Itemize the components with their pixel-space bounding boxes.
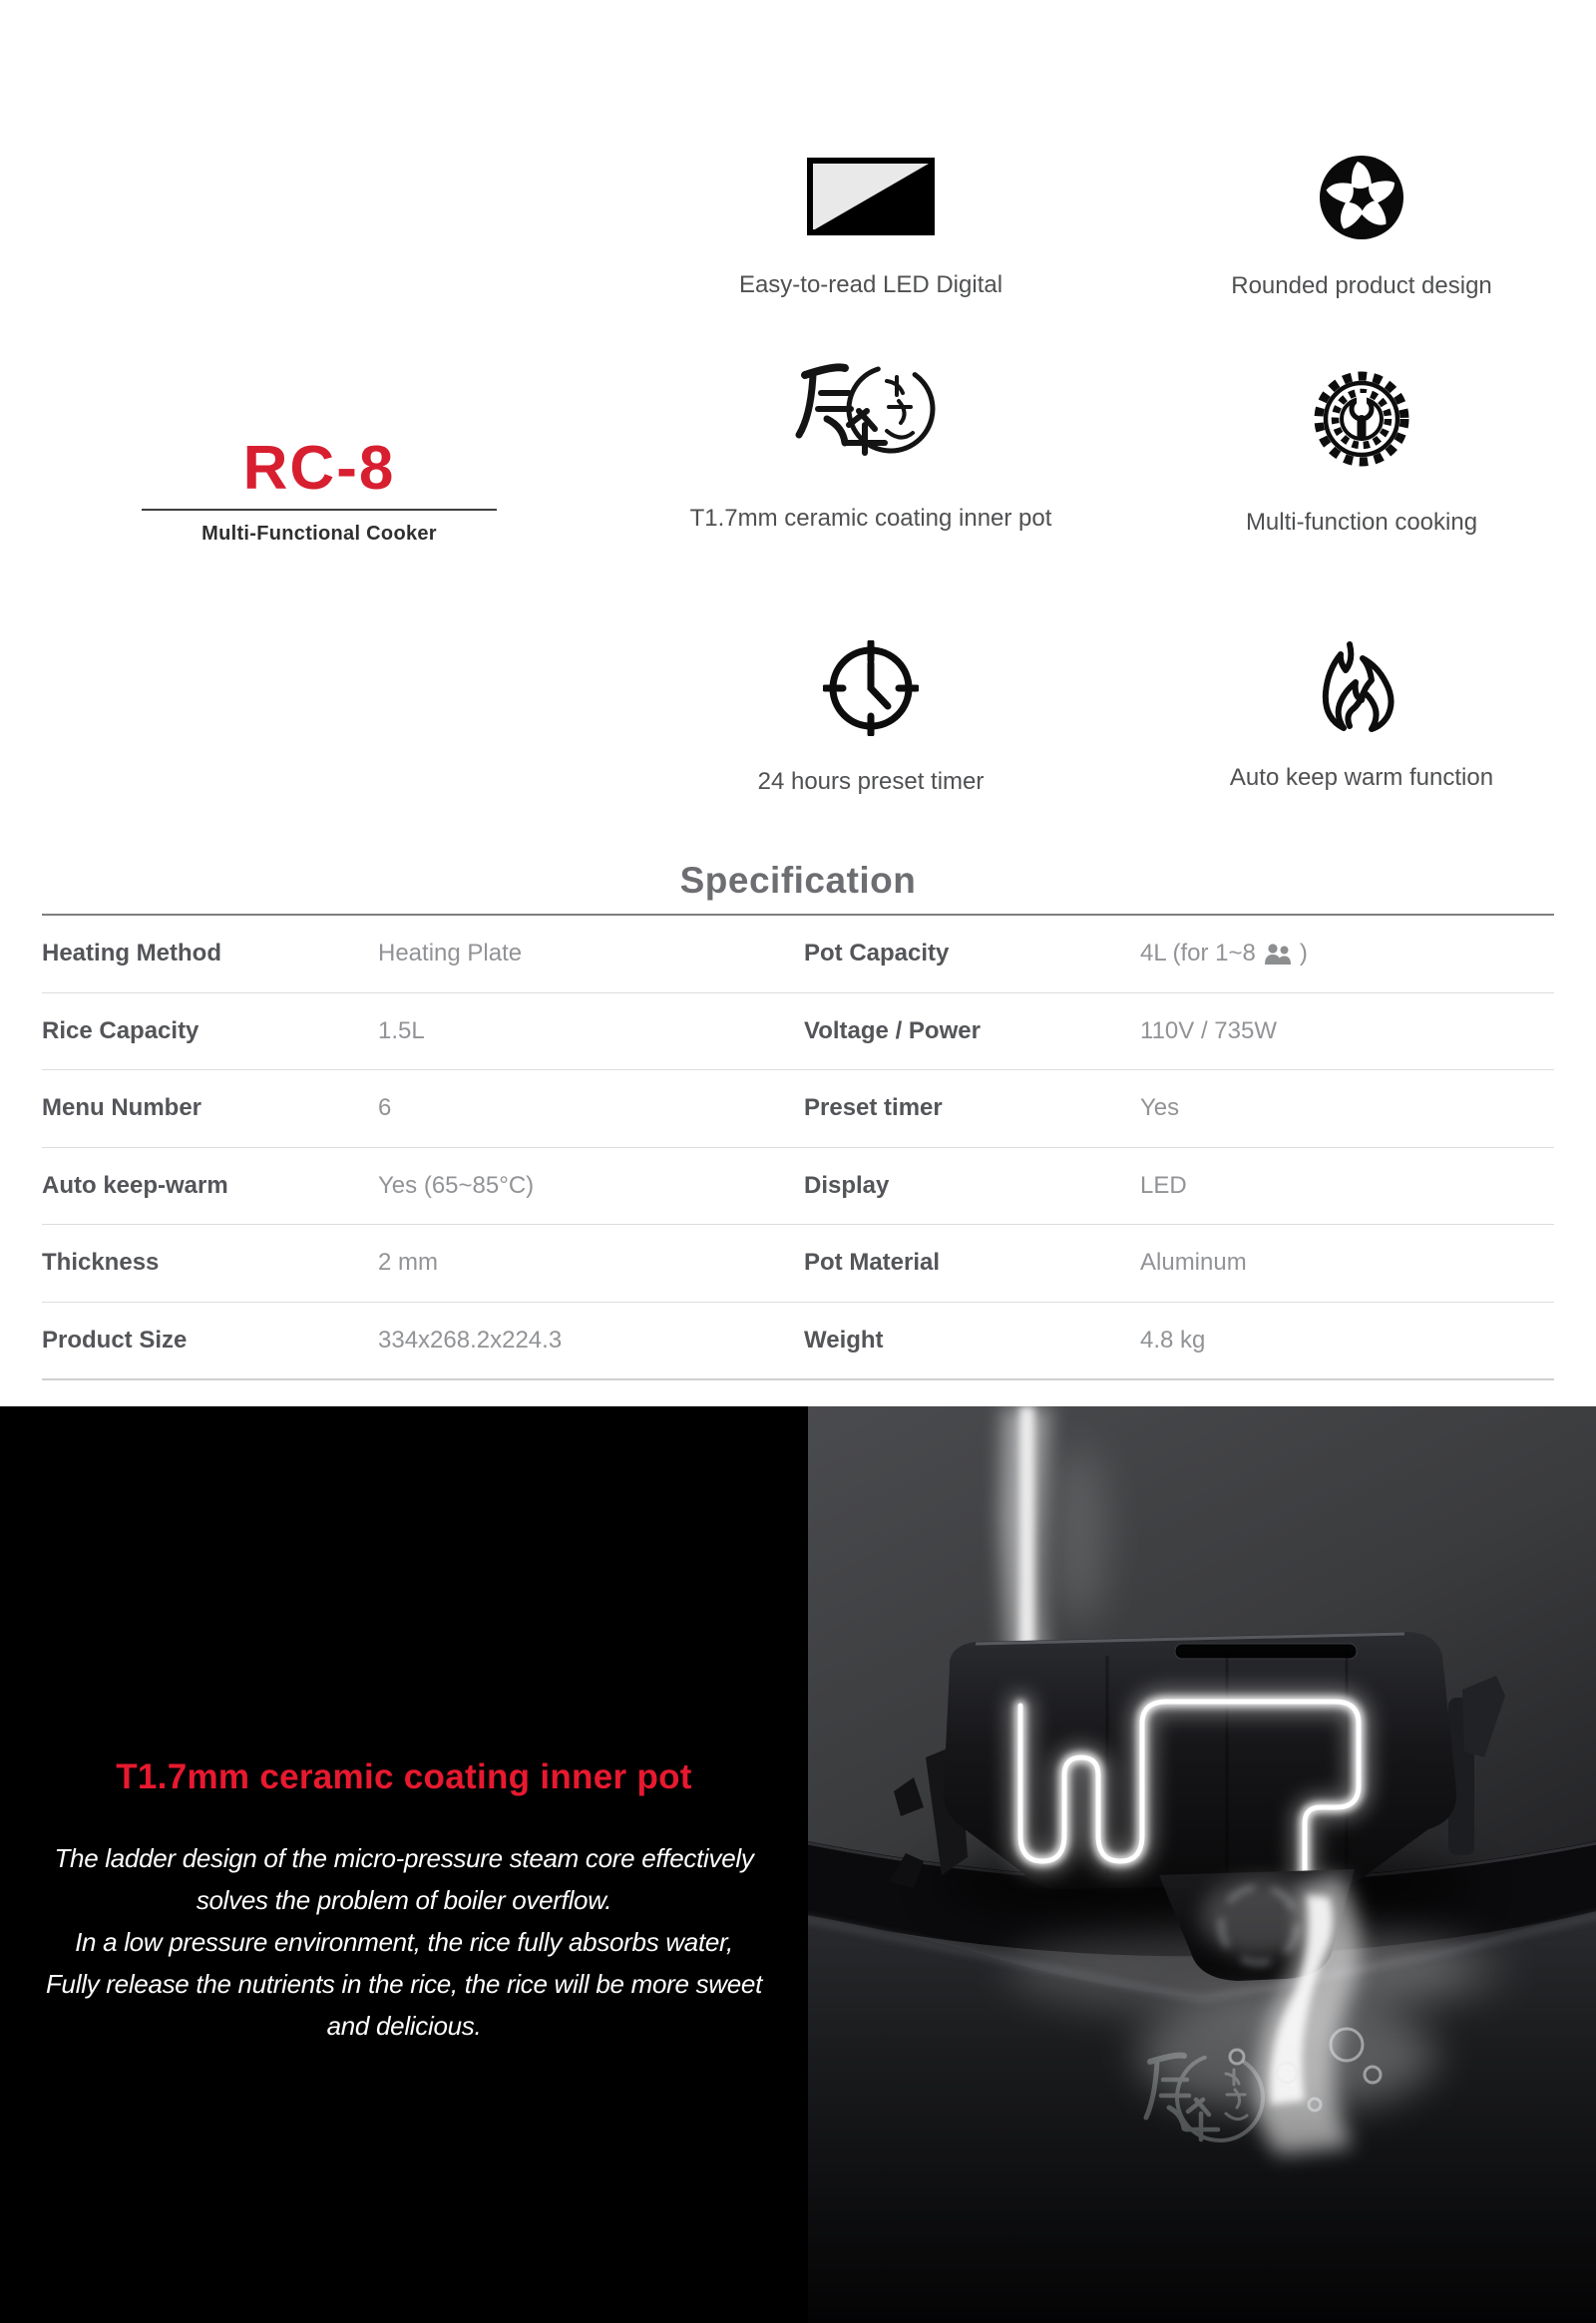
spec-label: Pot Capacity (804, 940, 950, 968)
feature-preset-timer (721, 640, 1020, 797)
product-subtitle: Multi-Functional Cooker (201, 523, 437, 545)
flame-icon (1212, 636, 1511, 736)
spec-value: 6 (378, 1094, 392, 1122)
product-model: RC-8 (242, 434, 396, 503)
feature-label: Multi-function cooking (1245, 509, 1478, 536)
gear-wrench-icon (1212, 371, 1511, 467)
spec-value-suffix: ) (1299, 940, 1308, 968)
spec-value: 4.8 kg (1140, 1326, 1206, 1354)
table-row (42, 1303, 1554, 1381)
people-icon (1263, 942, 1293, 966)
spec-value: Yes (65~85°C) (378, 1171, 535, 1199)
atsugama-brush-logo-icon (681, 359, 1060, 463)
led-display-icon (721, 158, 1020, 235)
brand-block (120, 434, 519, 546)
table-row (42, 993, 1554, 1071)
spec-label: Pot Material (804, 1249, 941, 1277)
spec-value: 334x268.2x224.3 (378, 1326, 563, 1354)
spec-label: Product Size (42, 1326, 188, 1354)
table-row (42, 1225, 1554, 1303)
promo-text-block (0, 1757, 808, 2047)
product-photo-inner-pot (808, 1406, 1596, 2323)
spec-value: 1.5L (378, 1016, 425, 1044)
spec-value: Yes (1140, 1094, 1180, 1122)
table-row (42, 916, 1554, 993)
promo-line: Fully release the nutrients in the rice, the rice will be more sweet (45, 1969, 763, 1999)
spec-label: Weight (804, 1326, 884, 1354)
divider (142, 509, 497, 511)
spec-label: Voltage / Power (804, 1016, 981, 1044)
spec-value-text: 4L (for 1~8 (1140, 940, 1256, 968)
feature-label: Rounded product design (1231, 272, 1492, 299)
specification-title: Specification (679, 860, 917, 901)
specification-table (42, 914, 1554, 1380)
feature-label: Easy-to-read LED Digital (738, 271, 1003, 298)
spec-label: Menu Number (42, 1094, 202, 1122)
feature-rounded-design (1212, 155, 1511, 301)
promo-section (0, 1406, 1596, 2323)
feature-label: Auto keep warm function (1229, 764, 1494, 791)
feature-label: 24 hours preset timer (757, 768, 985, 795)
feature-ceramic-pot (681, 359, 1060, 534)
spec-label: Rice Capacity (42, 1016, 200, 1044)
promo-line: The ladder design of the micro-pressure steam core effectively (54, 1843, 754, 1873)
spec-value (1140, 940, 1554, 968)
spec-label: Thickness (42, 1249, 160, 1277)
promo-line: In a low pressure environment, the rice fully absorbs water, (75, 1927, 733, 1957)
feature-multi-function (1212, 371, 1511, 538)
feature-led-digital (721, 158, 1020, 300)
spec-label: Preset timer (804, 1094, 943, 1122)
spec-label: Heating Method (42, 940, 221, 968)
promo-line: solves the problem of boiler overflow. (196, 1885, 612, 1915)
spec-value: Aluminum (1140, 1249, 1247, 1277)
spec-label: Display (804, 1171, 890, 1199)
fan-icon (1212, 155, 1511, 240)
spec-label: Auto keep-warm (42, 1171, 228, 1199)
table-row (42, 1148, 1554, 1226)
feature-keep-warm (1212, 636, 1511, 793)
feature-label: T1.7mm ceramic coating inner pot (689, 505, 1052, 532)
promo-line: and delicious. (326, 2011, 482, 2041)
promo-heading: T1.7mm ceramic coating inner pot (116, 1757, 692, 1796)
spec-value: LED (1140, 1171, 1187, 1199)
spec-value: 110V / 735W (1140, 1016, 1277, 1044)
spec-value: 2 mm (378, 1249, 438, 1277)
clock-icon (721, 640, 1020, 736)
table-row (42, 1070, 1554, 1148)
spec-value: Heating Plate (378, 940, 523, 968)
